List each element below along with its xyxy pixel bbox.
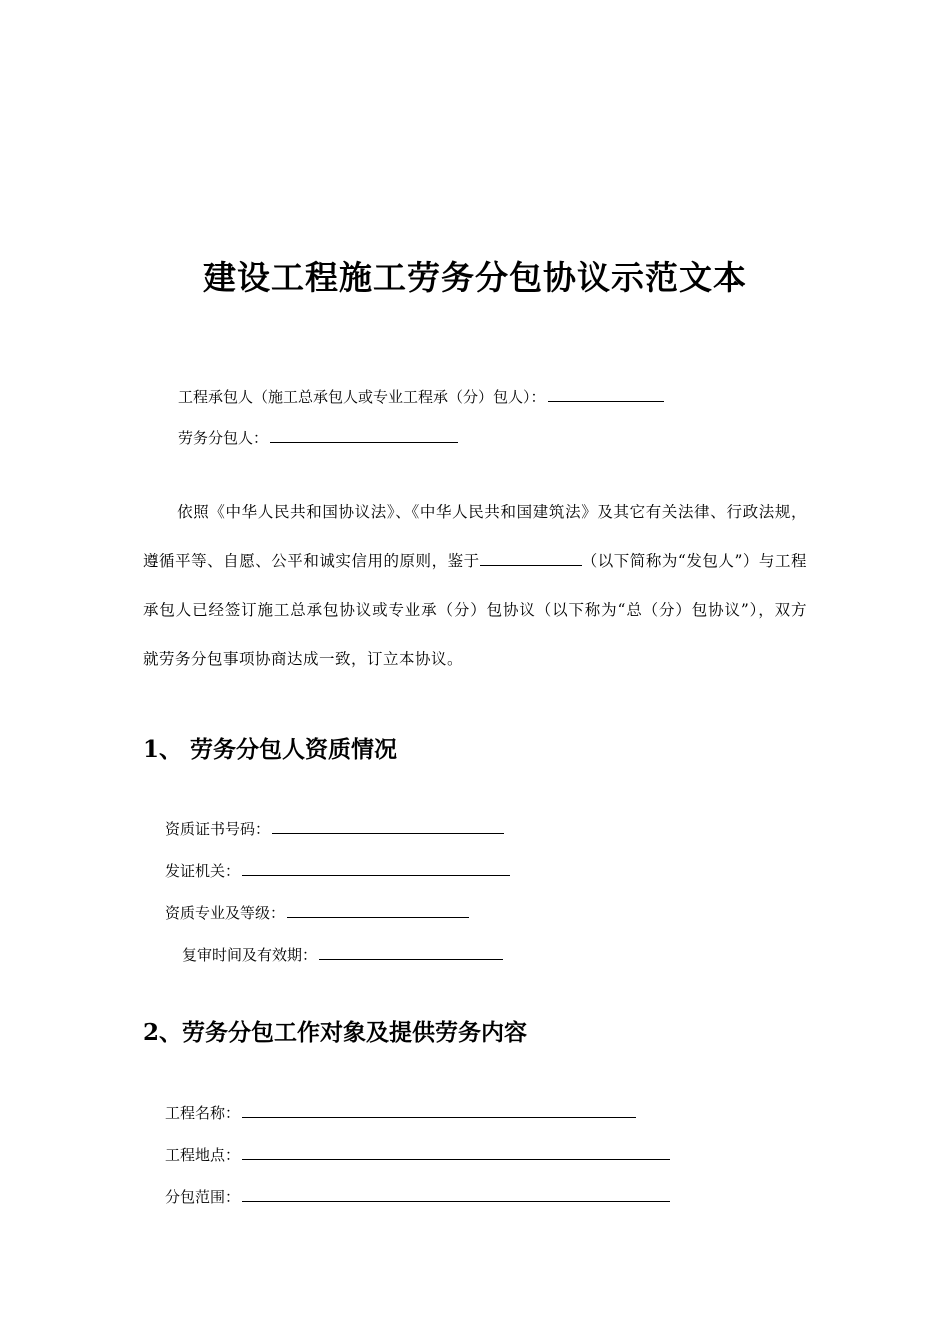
- project-location-label: 工程地点：: [165, 1146, 241, 1164]
- issuing-authority-label: 发证机关：: [165, 862, 241, 880]
- project-location-blank[interactable]: [242, 1145, 670, 1160]
- project-name-label: 工程名称：: [165, 1104, 241, 1122]
- qualification-grade-label: 资质专业及等级：: [165, 904, 286, 922]
- issuing-authority-blank[interactable]: [242, 861, 510, 876]
- intro-paragraph: [143, 488, 807, 684]
- review-period-label: 复审时间及有效期：: [182, 946, 318, 964]
- issuing-authority-field: [165, 861, 510, 881]
- qualification-grade-blank[interactable]: [287, 903, 469, 918]
- intro-text-2: （以下简称为“发包人”）与工程承包人已经签订施工总承包协议或专业承（分）包协议（以下称为“总（分）包协议”），双方就劳务分包事项协商达成一致，订立本协议。: [143, 552, 807, 668]
- project-location-field: [165, 1145, 670, 1165]
- section-2-heading: 2、劳务分包工作对象及提供劳务内容: [143, 1019, 528, 1046]
- document-title: 建设工程施工劳务分包协议示范文本: [203, 258, 747, 297]
- qualification-cert-field: [165, 819, 504, 839]
- contractor-label: 工程承包人（施工总承包人或专业工程承（分）包人）：: [178, 388, 546, 406]
- subcontract-scope-field: [165, 1187, 670, 1207]
- intro-text-1: 依照《中华人民共和国协议法》、《中华人民共和国建筑法》及其它有关法律、行政法规，遵循平等、自愿、公平和诚实信用的原则，鉴于: [143, 503, 807, 570]
- qualification-grade-field: [165, 903, 469, 923]
- subcontract-scope-label: 分包范围：: [165, 1188, 241, 1206]
- section-1-heading: 1、 劳务分包人资质情况: [143, 736, 398, 763]
- qualification-cert-label: 资质证书号码：: [165, 820, 271, 838]
- qualification-cert-blank[interactable]: [272, 819, 504, 834]
- subcontract-scope-blank[interactable]: [242, 1187, 670, 1202]
- review-period-blank[interactable]: [319, 945, 503, 960]
- labor-subcontractor-label: 劳务分包人：: [178, 429, 269, 447]
- project-name-field: [165, 1103, 636, 1123]
- employer-blank[interactable]: [480, 551, 582, 566]
- labor-subcontractor-blank[interactable]: [270, 428, 458, 443]
- contractor-field: [178, 387, 664, 407]
- review-period-field: [182, 945, 503, 965]
- labor-subcontractor-field: [178, 428, 458, 448]
- project-name-blank[interactable]: [242, 1103, 636, 1118]
- contractor-blank[interactable]: [548, 387, 664, 402]
